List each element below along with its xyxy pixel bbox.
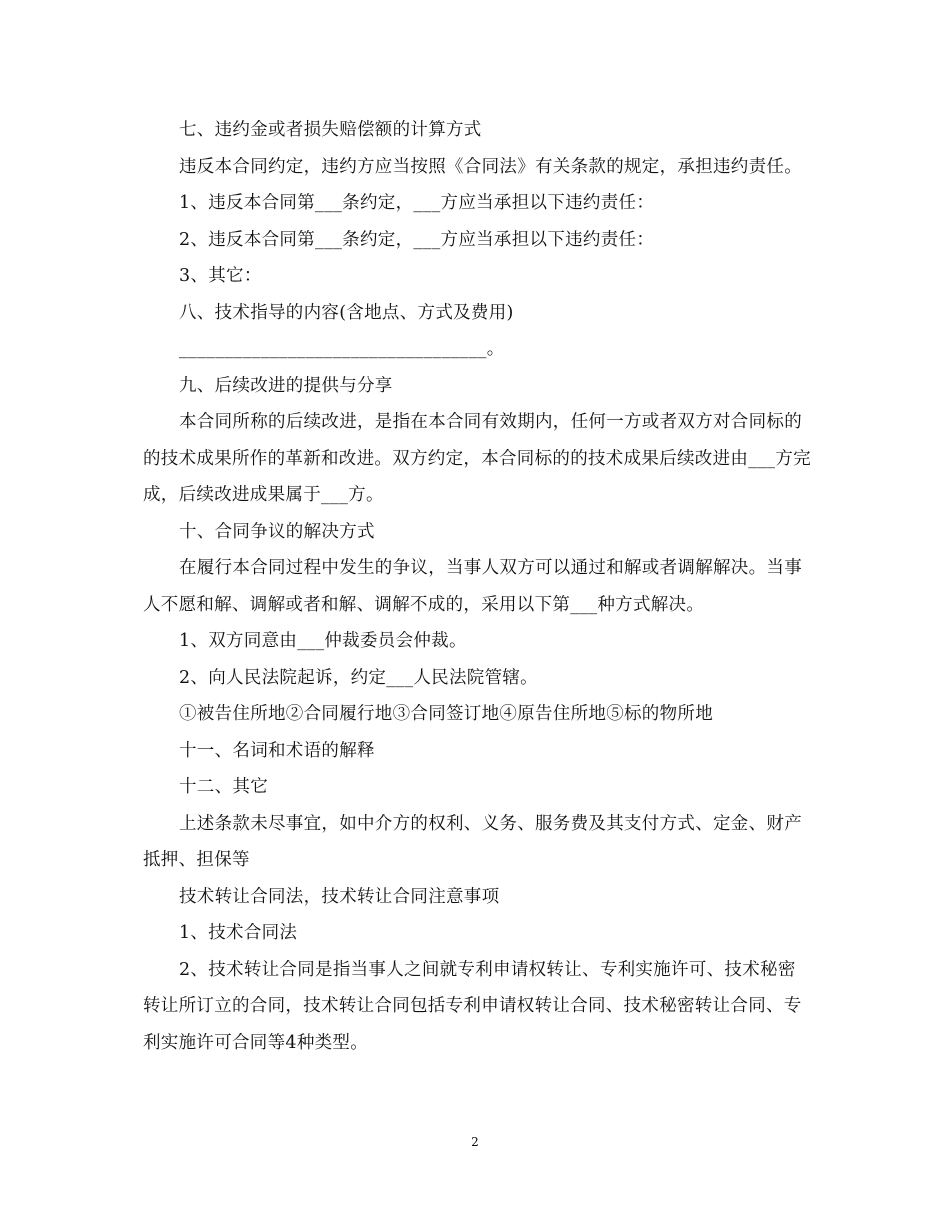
heading-terms-definitions: 十一、名词和术语的解释: [179, 740, 375, 761]
paragraph-follow-up-improvement: 本合同所称的后续改进，是指在本合同有效期内，任何一方或者双方对合同标的的技术成果所作的革新和改进。双方约定，本合同标的的技术成果后续改进由___方完成，后续改进成果属于___方。: [143, 412, 811, 505]
paragraph-dispute-resolution: 在履行本合同过程中发生的争议，当事人双方可以通过和解或者调解解决。当事人不愿和解、调解或者和解、调解不成的，采用以下第___种方式解决。: [143, 558, 802, 615]
page-number: 2: [471, 1135, 479, 1149]
paragraph-other-matters: 上述条款未尽事宜，如中介方的权利、义务、服务费及其支付方式、定金、财产抵押、担保等: [143, 813, 802, 870]
paragraph-breach-liability: 违反本合同约定，违约方应当按照《合同法》有关条款的规定，承担违约责任。: [179, 156, 802, 177]
paragraph-transfer-contract-definition: 2、技术转让合同是指当事人之间就专利申请权转让、专利实施许可、技术秘密转让所订立的合同，技术转让合同包括专利申请权转让合同、技术秘密转让合同、专利实施许可合同等4种类型。: [143, 959, 802, 1053]
list-item-arbitration: 1、双方同意由___仲裁委员会仲裁。: [179, 631, 467, 651]
list-item-breach-2: 2、违反本合同第___条约定，___方应当承担以下违约责任：: [179, 229, 655, 250]
jurisdiction-options: ①被告住所地②合同履行地③合同签订地④原告住所地⑤标的物所地: [179, 704, 713, 724]
heading-other: 十二、其它: [179, 777, 268, 797]
blank-fill-line: __________________________________。: [179, 339, 505, 359]
list-item-litigation: 2、向人民法院起诉，约定___人民法院管辖。: [179, 667, 538, 688]
heading-liquidated-damages: 七、违约金或者损失赔偿额的计算方式: [179, 120, 482, 140]
list-item-breach-other: 3、其它：: [179, 266, 262, 286]
heading-technical-guidance: 八、技术指导的内容(含地点、方式及费用): [179, 302, 514, 323]
heading-dispute-resolution: 十、合同争议的解决方式: [179, 521, 375, 542]
heading-transfer-contract-notes: 技术转让合同法，技术转让合同注意事项: [179, 886, 500, 907]
heading-follow-up-improvement: 九、后续改进的提供与分享: [179, 375, 393, 396]
list-item-contract-law: 1、技术合同法: [179, 923, 298, 943]
list-item-breach-1: 1、违反本合同第___条约定，___方应当承担以下违约责任：: [179, 193, 655, 213]
document-body: [143, 112, 813, 1061]
